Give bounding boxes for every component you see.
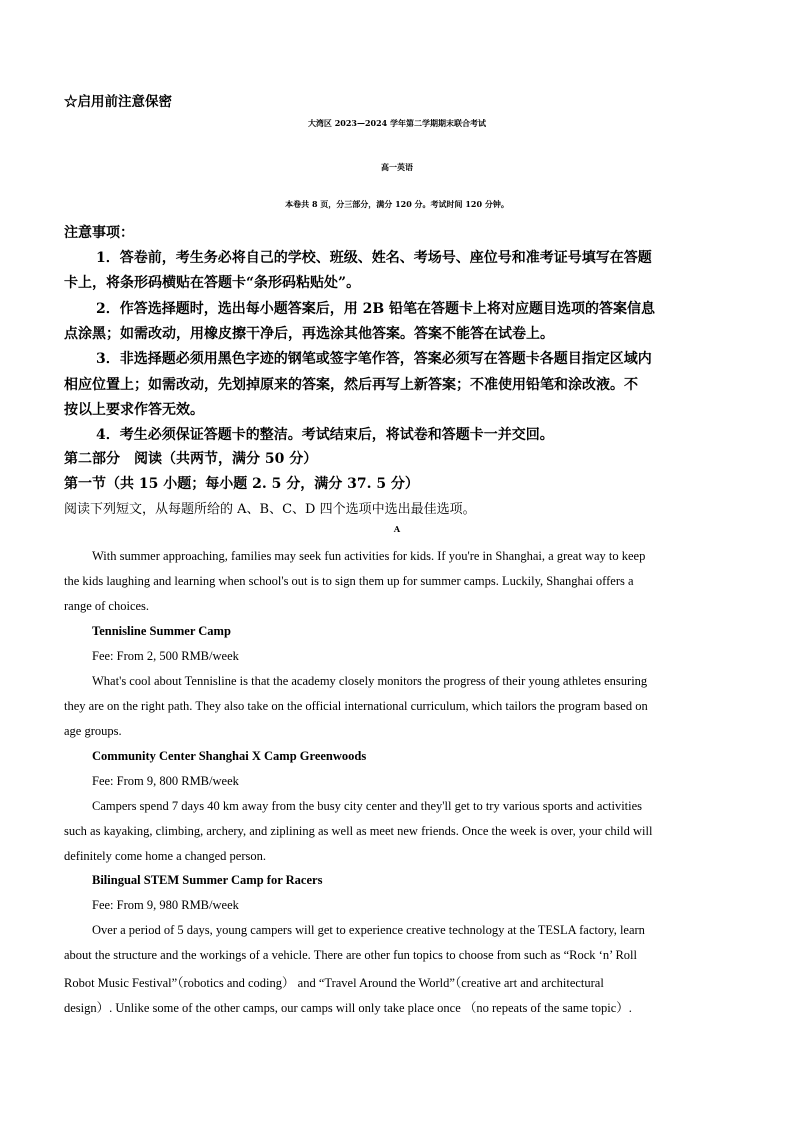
passage-line: With summer approaching, families may seek fun activities for kids. If you're in Shanghai, a great way to keep: [92, 549, 646, 563]
notes-heading: 注意事项：: [64, 225, 134, 241]
passage-label: A: [393, 524, 401, 534]
exam-info: 本卷共 8 页，分三部分，满分 120 分。考试时间 120 分钟。: [285, 199, 509, 209]
passage-line: Robot Music Festival”（robotics and coding） and “Travel Around the World”（creative art and architectural: [64, 976, 604, 990]
passage-line: What's cool about Tennisline is that the academy closely monitors the progress of their young athletes ensuring: [92, 674, 648, 688]
note-line: 3．非选择题必须用黑色字迹的钢笔或签字笔作答，答案必须写在答题卡各题目指定区域内: [96, 351, 652, 367]
camp-name: Bilingual STEM Summer Camp for Racers: [92, 873, 323, 887]
note-line: 卡上，将条形码横贴在答题卡“条形码粘贴处”。: [64, 275, 361, 291]
camp-name: Community Center Shanghai X Camp Greenwoods: [92, 749, 367, 763]
confidential-tag: ☆启用前注意保密: [64, 94, 172, 110]
passage-line: such as kayaking, climbing, archery, and ziplining as well as meet new friends. Once the week is over, your child will: [64, 824, 653, 838]
camp-fee: Fee: From 2, 500 RMB/week: [92, 649, 239, 663]
camp-fee: Fee: From 9, 980 RMB/week: [92, 898, 239, 912]
passage-line: range of choices.: [64, 599, 150, 613]
camp-name: Tennisline Summer Camp: [92, 624, 231, 638]
note-line: 按以上要求作答无效。: [64, 402, 204, 418]
camp-fee: Fee: From 9, 800 RMB/week: [92, 774, 239, 788]
passage-line: they are on the right path. They also take on the official international curriculum, which tailors the program based on: [64, 699, 648, 713]
note-line: 2．作答选择题时，选出每小题答案后，用 2B 铅笔在答题卡上将对应题目选项的答案信息: [96, 301, 656, 317]
note-line: 1．答卷前，考生务必将自己的学校、班级、姓名、考场号、座位号和准考证号填写在答题: [96, 250, 652, 266]
passage-line: Over a period of 5 days, young campers will get to experience creative technology at the TESLA factory, learn: [92, 923, 645, 937]
passage-line: definitely come home a changed person.: [64, 849, 267, 863]
passage-line: Campers spend 7 days 40 km away from the busy city center and they'll get to try various sports and activities: [92, 799, 643, 813]
note-line: 相应位置上；如需改动，先划掉原来的答案，然后再写上新答案；不准使用铅笔和涂改液。不: [64, 377, 638, 393]
passage-line: age groups.: [64, 724, 122, 738]
subject-title: 高一英语: [381, 162, 413, 172]
note-line: 4．考生必须保证答题卡的整洁。考试结束后，将试卷和答题卡一并交回。: [96, 427, 554, 443]
note-line: 点涂黑；如需改动，用橡皮擦干净后，再选涂其他答案。答案不能答在试卷上。: [64, 326, 554, 342]
section1-heading: 第一节（共 15 小题；每小题 2. 5 分，满分 37. 5 分）: [64, 476, 419, 492]
exam-title: 大湾区 2023—2024 学年第二学期期末联合考试: [307, 118, 487, 128]
passage-line: the kids laughing and learning when school's out is to sign them up for summer camps. Luckily, Shanghai offers a: [64, 574, 634, 588]
passage-line: about the structure and the workings of a vehicle. There are other fun topics to choose from such as “Rock ‘n’ Roll: [64, 948, 637, 962]
part2-heading: 第二部分 阅读（共两节，满分 50 分）: [64, 451, 318, 467]
passage-line: design）. Unlike some of the other camps, our camps will only take place once （no repeats of the same topic）.: [64, 1001, 632, 1015]
reading-instruction: 阅读下列短文，从每题所给的 A、B、C、D 四个选项中选出最佳选项。: [64, 502, 476, 517]
